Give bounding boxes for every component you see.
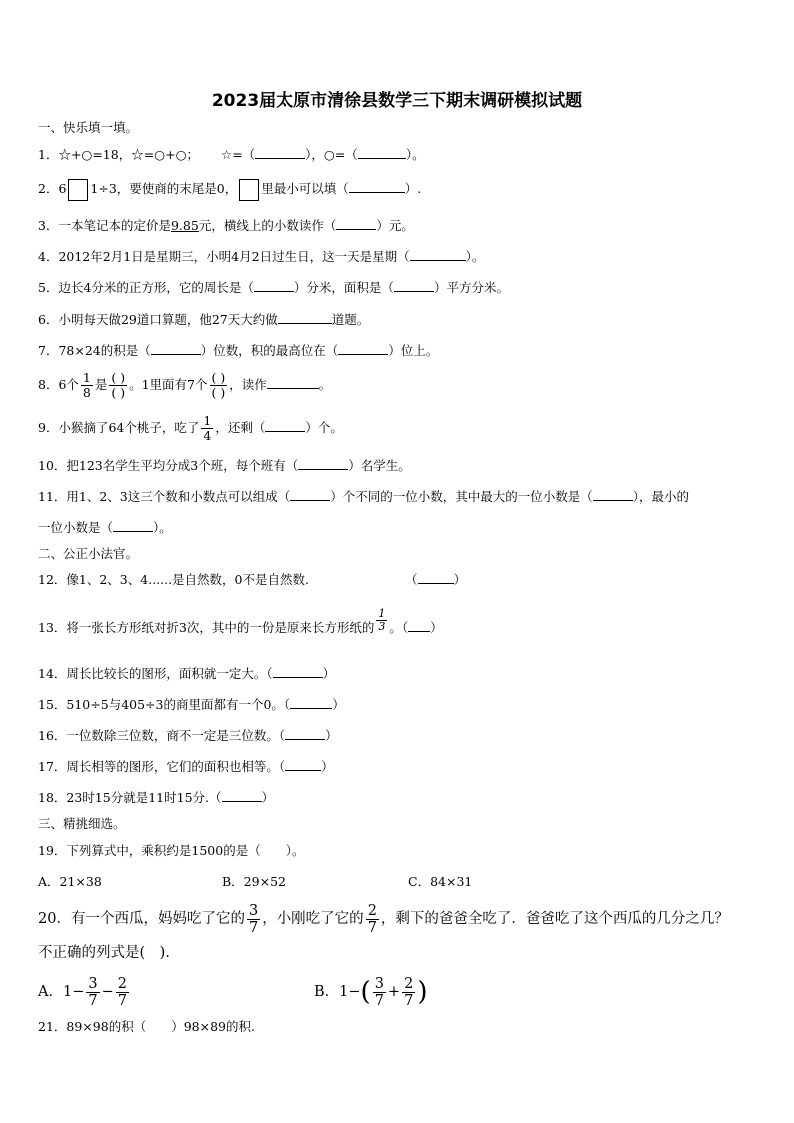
option-b[interactable]: B．29×52 <box>222 874 286 889</box>
answer-blank[interactable] <box>290 696 332 709</box>
question-21: 21．89×98的积（ ）98×89的积. <box>38 1019 255 1034</box>
question-6: 6．小明每天做29道口算题，他27天大约做 道题。 <box>38 312 370 327</box>
section-heading-1: 一、快乐填一填。 <box>38 120 139 135</box>
answer-blank[interactable] <box>593 488 633 501</box>
question-12: 12．像1、2、3、4......是自然数，0不是自然数. （ ） <box>38 572 467 587</box>
fraction: $\frac{1}{3}$ <box>378 607 386 633</box>
question-11-line-2: 一位小数是（ ）。 <box>38 520 172 535</box>
fraction: $\frac{2}{7}$ <box>404 975 414 1009</box>
question-10: 10．把123名学生平均分成3个班，每个班有（ ）名学生。 <box>38 458 411 473</box>
fraction: $\frac{1}{8}$ <box>82 370 91 400</box>
question-3: 3．一本笔记本的定价是9.85元，横线上的小数读作（ ）元。 <box>38 218 414 233</box>
answer-blank[interactable] <box>222 789 262 802</box>
answer-blank[interactable] <box>285 758 321 771</box>
fraction: $\frac{2}{7}$ <box>367 902 377 936</box>
option-b[interactable]: B．1−( $\frac{3}{7}$ + $\frac{2}{7}$ ) <box>314 975 428 1009</box>
answer-blank[interactable] <box>418 571 454 584</box>
answer-blank[interactable] <box>265 419 305 432</box>
fraction-blank[interactable]: $\frac{( )}{( )}$ <box>211 370 226 400</box>
answer-blank[interactable] <box>273 665 323 678</box>
question-4: 4．2012年2月1日是星期三，小明4月2日过生日，这一天是星期（ ）。 <box>38 249 485 264</box>
fraction: $\frac{2}{7}$ <box>117 975 127 1009</box>
fraction: $\frac{3}{7}$ <box>374 975 384 1009</box>
section-heading-3: 三、精挑细选。 <box>38 816 126 831</box>
question-2: 2．6 1÷3，要使商的末尾是0， 里最小可以填（ ）. <box>38 177 421 201</box>
question-1: 1．☆+○=18，☆=○+○； ☆=（ ），○=（ ）。 <box>38 147 425 162</box>
question-17: 17．周长相等的图形，它们的面积也相等。（ ） <box>38 759 334 774</box>
answer-blank[interactable] <box>336 217 376 230</box>
question-20-prompt: 不正确的列式是( )． <box>38 945 180 961</box>
answer-blank[interactable] <box>151 342 201 355</box>
question-7: 7．78×24的积是（ ）位数，积的最高位在（ ）位上。 <box>38 343 439 358</box>
option-a[interactable]: A．21×38 <box>38 874 102 889</box>
question-5: 5．边长4分米的正方形，它的周长是（ ）分米，面积是（ ）平方分米。 <box>38 280 509 295</box>
section-heading-2: 二、公正小法官。 <box>38 546 139 561</box>
option-a[interactable]: A．1− $\frac{3}{7}$ − $\frac{2}{7}$ <box>38 975 127 1009</box>
question-11-line-1: 11．用1、2、3这三个数和小数点可以组成（ ）个不同的一位小数，其中最大的一位小数是（ ），最小的 <box>38 489 690 504</box>
answer-blank[interactable] <box>254 279 294 292</box>
answer-blank[interactable] <box>408 619 430 632</box>
question-13: 13．将一张长方形纸对折3次，其中的一份是原来长方形纸的 $\frac{1}{3}$ 。（ ） <box>38 607 443 635</box>
option-c[interactable]: C．84×31 <box>408 874 473 889</box>
answer-blank[interactable] <box>285 727 325 740</box>
answer-blank[interactable] <box>394 279 434 292</box>
price-value: 9.85 <box>170 218 199 233</box>
answer-blank[interactable] <box>358 146 406 159</box>
digit-box[interactable] <box>68 179 88 201</box>
question-16: 16．一位数除三位数，商不一定是三位数。（ ） <box>38 728 338 743</box>
answer-blank[interactable] <box>255 146 305 159</box>
question-19: 19．下列算式中，乘积约是1500的是（ ）。 <box>38 843 305 858</box>
answer-blank[interactable] <box>113 519 153 532</box>
fraction: $\frac{3}{7}$ <box>88 975 98 1009</box>
question-8: 8．6个 $\frac{1}{8}$ 是 $\frac{( )}{( )}$ 。1里面有7个 $\frac{( )}{( )}$ ，读作 。 <box>38 370 332 400</box>
answer-blank[interactable] <box>349 180 405 193</box>
answer-blank[interactable] <box>338 342 388 355</box>
question-14: 14．周长比较长的图形，面积就一定大。（ ） <box>38 666 336 681</box>
question-18: 18．23时15分就是11时15分.（ ） <box>38 790 275 805</box>
answer-blank[interactable] <box>290 488 330 501</box>
page-title: 2023届太原市清徐县数学三下期末调研模拟试题 <box>211 91 583 111</box>
question-9: 9．小猴摘了64个桃子，吃了 $\frac{1}{4}$ ，还剩（ ）个。 <box>38 413 343 443</box>
answer-blank[interactable] <box>278 311 332 324</box>
fraction-blank[interactable]: $\frac{( )}{( )}$ <box>111 370 126 400</box>
fraction: $\frac{1}{4}$ <box>203 413 212 443</box>
answer-blank[interactable] <box>410 248 466 261</box>
answer-blank[interactable] <box>267 376 319 389</box>
question-15: 15．510÷5与405÷3的商里面都有一个0。（ ） <box>38 697 345 712</box>
fraction: $\frac{3}{7}$ <box>248 902 259 936</box>
digit-box[interactable] <box>239 179 259 201</box>
answer-blank[interactable] <box>298 457 348 470</box>
question-20: 20．有一个西瓜，妈妈吃了它的 $\frac{3}{7}$ ，小刚吃了它的 $\frac{2}{7}$ ，剩下的爸爸全吃了．爸爸吃了这个西瓜的几分之几？ <box>38 902 729 936</box>
